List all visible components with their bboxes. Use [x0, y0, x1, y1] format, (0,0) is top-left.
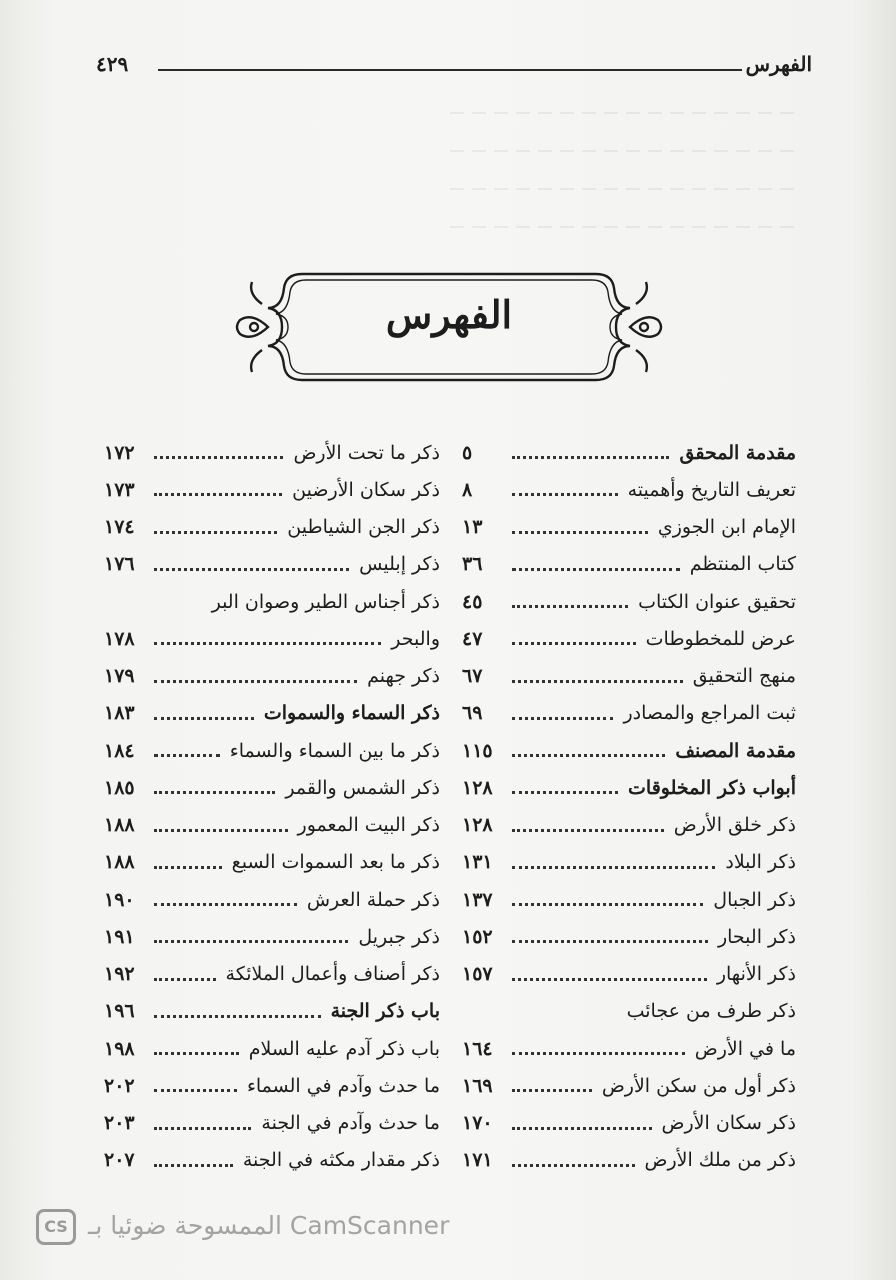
dot-leader: [154, 456, 283, 459]
toc-entry: [104, 1142, 440, 1179]
toc-entry-title: باب ذكر الجنة: [330, 1000, 440, 1023]
toc-entry: [462, 732, 796, 769]
bleed-through-line: [450, 150, 800, 152]
toc-entry-page: ١٦٤: [462, 1037, 493, 1060]
dot-leader: [154, 978, 216, 981]
toc-entry-page: ١٧١: [462, 1149, 493, 1172]
toc-entry-page: ٥: [462, 441, 473, 464]
toc-entry-page: ١٨٤: [104, 739, 135, 762]
toc-entry-page: ١٨٣: [104, 702, 135, 725]
toc-entry-page: ١٣١: [462, 851, 493, 874]
toc-entry: [462, 993, 796, 1030]
bleed-through-line: [450, 188, 800, 190]
toc-entry: [462, 956, 796, 993]
toc-entry-page: ١٧٩: [104, 665, 135, 688]
dot-leader: [154, 493, 282, 496]
toc-entry-title: ذكر خلق الأرض: [673, 814, 796, 837]
toc-entry-page: ١٧٢: [104, 441, 135, 464]
dot-leader: [512, 754, 665, 757]
dot-leader: [512, 1164, 635, 1167]
bleed-through-line: [450, 112, 800, 114]
toc-entry-title: ذكر مقدار مكثه في الجنة: [242, 1149, 440, 1172]
dot-leader: [154, 1015, 321, 1018]
toc-entry-page: ٦٧: [462, 665, 483, 688]
toc-entry-page: ١٧٠: [462, 1112, 493, 1135]
toc-entry-title: مقدمة المحقق: [679, 441, 796, 464]
dot-leader: [154, 791, 275, 794]
dot-leader: [154, 568, 349, 571]
toc-entry-page: ٤٥: [462, 590, 483, 613]
dot-leader: [154, 903, 297, 906]
toc-entry: [104, 620, 440, 657]
toc-entry: [462, 658, 796, 695]
toc-entry: [462, 620, 796, 657]
toc-entry: [462, 844, 796, 881]
toc-entry: [462, 918, 796, 955]
toc-column-left: [104, 434, 440, 1179]
toc-entry-title: ذكر الجن الشياطين: [287, 516, 440, 539]
dot-leader: [154, 1052, 239, 1055]
toc-entry: [462, 1142, 796, 1179]
toc-entry: [462, 583, 796, 620]
toc-entry-title: ذكر الأنهار: [716, 963, 796, 986]
toc-entry-page: ٦٩: [462, 702, 483, 725]
toc-entry: [104, 546, 440, 583]
watermark-text: الممسوحة ضوئيا بـ CamScanner: [88, 1211, 450, 1240]
camscanner-logo-icon: CS: [36, 1209, 76, 1245]
dot-leader: [512, 1127, 652, 1130]
toc-entry: [104, 509, 440, 546]
dot-leader: [154, 829, 288, 832]
toc-entry-title: ذكر من ملك الأرض: [644, 1149, 796, 1172]
toc-entry: [462, 1030, 796, 1067]
toc-entry: [462, 769, 796, 806]
toc-entry-title: باب ذكر آدم عليه السلام: [248, 1037, 440, 1060]
toc-entry-title: عرض للمخطوطات: [645, 627, 796, 650]
toc-entry-title: ذكر حملة العرش: [306, 888, 440, 911]
toc-entry: [104, 1105, 440, 1142]
toc-entry-title: ذكر سكان الأرضين: [292, 478, 440, 501]
dot-leader: [512, 866, 715, 869]
toc-entry-title: ذكر أجناس الطير وصوان البر: [211, 590, 440, 613]
toc-entry-title: ذكر إبليس: [359, 553, 440, 576]
toc-column-right: [462, 434, 796, 1179]
toc-entry-title: ما حدث وآدم في السماء: [246, 1074, 440, 1097]
toc-entry-page: ١٩٠: [104, 888, 135, 911]
toc-entry-page: ١٧٣: [104, 478, 135, 501]
toc-entry-page: ١٧٦: [104, 553, 135, 576]
toc-entry-title: ذكر جهنم: [367, 665, 440, 688]
toc-entry: [104, 658, 440, 695]
toc-entry-page: ٣٦: [462, 553, 483, 576]
toc-entry-title: ذكر السماء والسموات: [263, 702, 440, 725]
toc-entry-title: أبواب ذكر المخلوقات: [628, 776, 796, 799]
toc-entry-page: ١٣: [462, 516, 483, 539]
toc-entry-title: ثبت المراجع والمصادر: [623, 702, 796, 725]
toc-entry-page: ١٩٢: [104, 963, 135, 986]
toc-entry-page: ١٩١: [104, 925, 135, 948]
toc-entry-title: تحقيق عنوان الكتاب: [638, 590, 796, 613]
toc-entry-title: ذكر ما تحت الأرض: [293, 441, 440, 464]
toc-entry: [104, 1067, 440, 1104]
toc-entry-page: ١٢٨: [462, 814, 493, 837]
toc-entry-page: ١٨٨: [104, 814, 135, 837]
dot-leader: [512, 717, 613, 720]
toc-entry: [462, 881, 796, 918]
dot-leader: [512, 642, 636, 645]
header-rule: [158, 69, 742, 71]
toc-entry: [462, 471, 796, 508]
toc-entry: [462, 509, 796, 546]
dot-leader: [154, 866, 222, 869]
ornamental-title-frame: [232, 268, 666, 386]
toc-entry-page: ١٢٨: [462, 776, 493, 799]
dot-leader: [154, 754, 220, 757]
toc-entry: [462, 1067, 796, 1104]
toc-entry: [104, 434, 440, 471]
toc-entry: [104, 956, 440, 993]
toc-entry-page: ١٨٥: [104, 776, 135, 799]
dot-leader: [512, 605, 628, 608]
toc-entry: [104, 583, 440, 620]
dot-leader: [512, 978, 707, 981]
toc-entry: [462, 546, 796, 583]
toc-entry-title: ذكر ما بين السماء والسماء: [229, 739, 440, 762]
toc-entry: [104, 1030, 440, 1067]
dot-leader: [154, 717, 254, 720]
toc-entry: [104, 844, 440, 881]
toc-entry: [462, 695, 796, 732]
toc-entry-title: ذكر الجبال: [713, 888, 796, 911]
toc-entry: [104, 471, 440, 508]
toc-entry-page: ١٧٨: [104, 627, 135, 650]
toc-entry-title: تعريف التاريخ وأهميته: [627, 478, 796, 501]
toc-entry-title: ما في الأرض: [694, 1037, 796, 1060]
dot-leader: [154, 642, 381, 645]
dot-leader: [512, 493, 618, 496]
toc-entry-title: ذكر أول من سكن الأرض: [601, 1074, 796, 1097]
toc-entry: [104, 881, 440, 918]
toc-entry-title: والبحر: [391, 627, 440, 650]
toc-entry-title: ذكر جبريل: [358, 925, 440, 948]
toc-entry-title: ما حدث وآدم في الجنة: [261, 1112, 440, 1135]
toc-entry-page: ١٥٧: [462, 963, 493, 986]
dot-leader: [154, 1127, 251, 1130]
toc-entry-page: ١٨٨: [104, 851, 135, 874]
running-header: [96, 52, 812, 82]
toc-entry: [462, 1105, 796, 1142]
toc-entry-title: ذكر البلاد: [725, 851, 796, 874]
toc-entry-page: ١٣٧: [462, 888, 493, 911]
toc-entry: [104, 695, 440, 732]
toc-entry-title: الإمام ابن الجوزي: [657, 516, 796, 539]
toc-entry: [104, 807, 440, 844]
bleed-through-line: [450, 226, 800, 228]
toc-entry-title: ذكر البيت المعمور: [297, 814, 440, 837]
dot-leader: [154, 680, 357, 683]
toc-entry-title: ذكر البحار: [717, 925, 796, 948]
toc-entry-title: ذكر طرف من عجائب: [626, 1000, 796, 1023]
toc-entry-page: ٤٧: [462, 627, 483, 650]
toc-entry: [104, 993, 440, 1030]
toc-entry-page: ٢٠٧: [104, 1149, 135, 1172]
dot-leader: [512, 1089, 592, 1092]
dot-leader: [154, 1089, 237, 1092]
dot-leader: [512, 940, 708, 943]
toc-entry-title: ذكر أصناف وأعمال الملائكة: [225, 963, 440, 986]
dot-leader: [512, 456, 669, 459]
toc-entry-page: ١٧٤: [104, 516, 135, 539]
dot-leader: [512, 1052, 685, 1055]
toc-entry-page: ١٦٩: [462, 1074, 493, 1097]
toc-entry-title: مقدمة المصنف: [675, 739, 796, 762]
toc-entry-title: ذكر ما بعد السموات السبع: [231, 851, 440, 874]
dot-leader: [512, 903, 703, 906]
toc-entry-title: ذكر سكان الأرض: [661, 1112, 796, 1135]
header-page-number: ٤٢٩: [96, 52, 129, 76]
toc-entry-page: ١١٥: [462, 739, 493, 762]
header-title: الفهرس: [745, 52, 812, 76]
toc-entry-page: ٨: [462, 478, 473, 501]
dot-leader: [512, 531, 648, 534]
dot-leader: [512, 791, 618, 794]
toc-entry-page: ١٩٨: [104, 1037, 135, 1060]
dot-leader: [154, 1164, 233, 1167]
toc-entry-page: ٢٠٢: [104, 1074, 135, 1097]
toc-entry-title: ذكر الشمس والقمر: [285, 776, 440, 799]
toc-entry: [462, 807, 796, 844]
dot-leader: [512, 568, 680, 571]
toc-entry: [462, 434, 796, 471]
toc-entry-title: كتاب المنتظم: [689, 553, 796, 576]
scanner-watermark: [36, 1205, 536, 1251]
toc-entry: [104, 732, 440, 769]
toc-entry: [104, 769, 440, 806]
toc-entry-page: ١٥٢: [462, 925, 493, 948]
dot-leader: [512, 680, 683, 683]
toc-entry-title: منهج التحقيق: [692, 665, 796, 688]
dot-leader: [154, 940, 348, 943]
toc-entry-page: ١٩٦: [104, 1000, 135, 1023]
section-title: الفهرس: [385, 292, 513, 337]
dot-leader: [512, 829, 664, 832]
dot-leader: [154, 531, 277, 534]
toc-entry-page: ٢٠٣: [104, 1112, 135, 1135]
toc-entry: [104, 918, 440, 955]
